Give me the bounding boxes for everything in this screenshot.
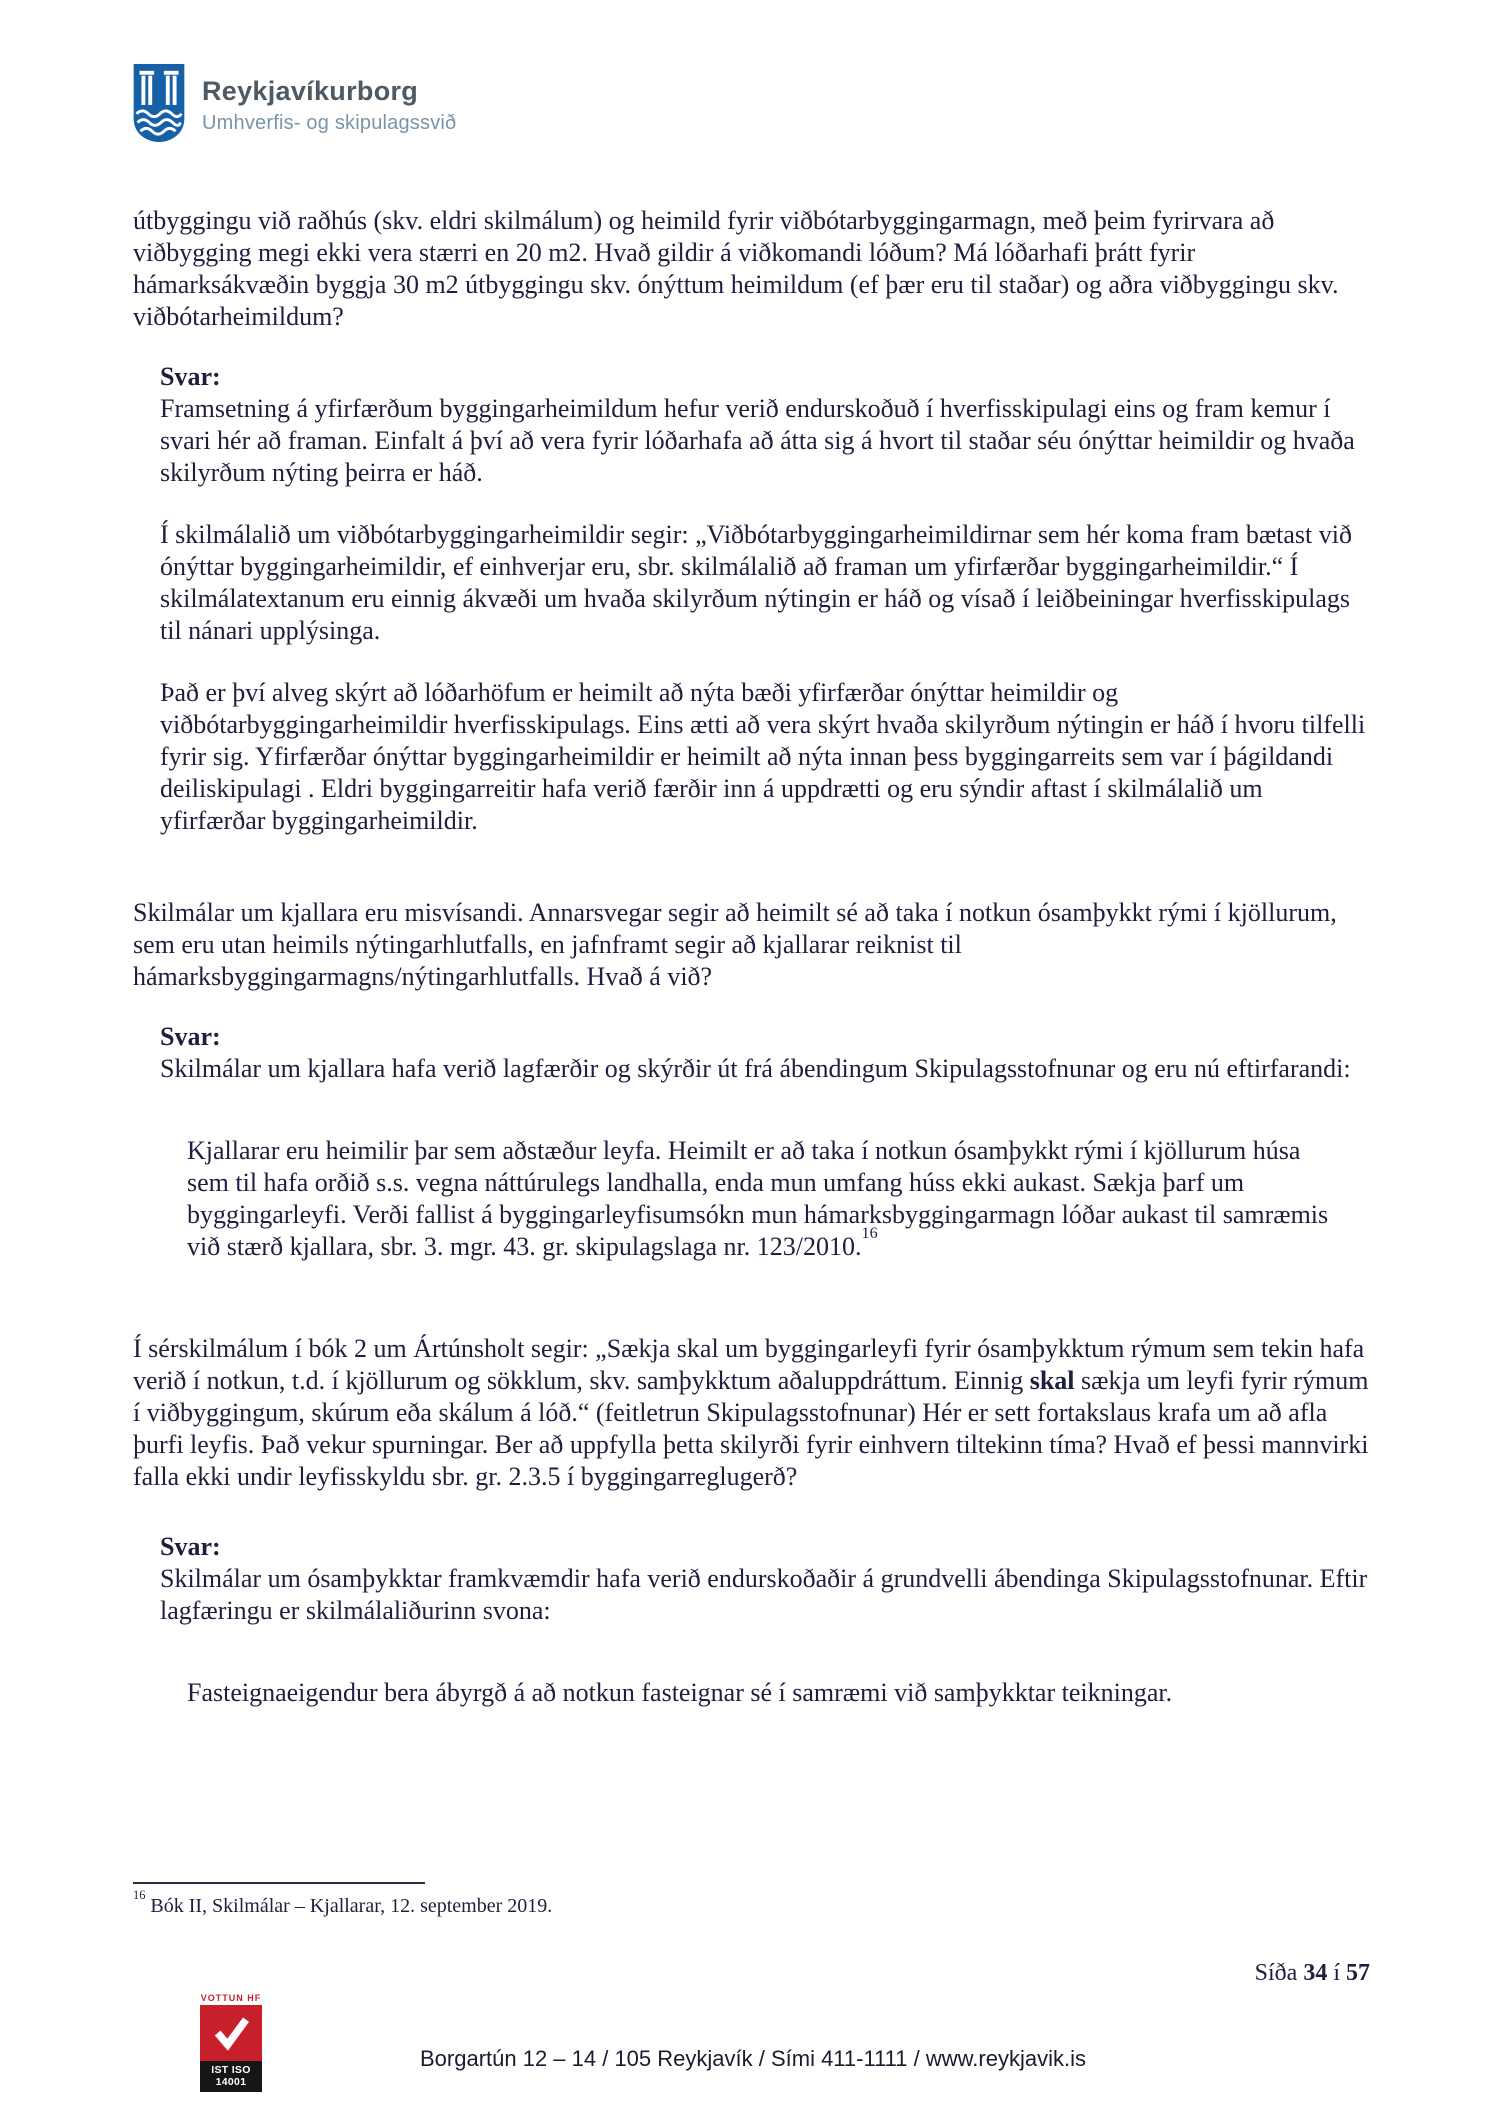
paragraph-label	[160, 1531, 1373, 1563]
text-run: útbyggingu við raðhús (skv. eldri skilmálum) og heimild fyrir viðbótarbyggingarmagn, með þeim fyrirvara að viðbygging megi ekki vera stærri en 20 m2. Hvað gildir á viðkomandi lóðum? Má lóðarhafi þrátt fyrir hámarksákvæðin byggja 30 m2 útbyggingu skv. ónýttum heimildum (ef þær eru til staðar) og aðra viðbyggingu skv. viðbótarheimildum?	[133, 206, 1339, 331]
department-name: Umhverfis- og skipulagssvið	[202, 112, 457, 134]
text-run: Svar:	[160, 1022, 221, 1051]
paragraph-answer	[160, 1563, 1373, 1627]
paragraph-answer	[160, 677, 1373, 837]
footnote-area	[133, 1882, 1373, 1919]
text-run: Svar:	[160, 1532, 221, 1561]
footnote-separator	[133, 1882, 425, 1884]
text-run: Fasteignaeigendur bera ábyrgð á að notkun fasteignar sé í samræmi við samþykktar teikningar.	[187, 1678, 1173, 1707]
paragraph-quote	[187, 1135, 1333, 1263]
letterhead	[133, 64, 456, 142]
footnote-marker: 16	[133, 1887, 146, 1902]
reykjavik-coat-of-arms-icon	[133, 64, 185, 142]
footnote-text: Bók II, Skilmálar – Kjallarar, 12. september 2019.	[145, 1895, 553, 1917]
document-body	[133, 205, 1373, 1709]
certification-top-label: VOTTUN HF	[200, 1993, 262, 2003]
text-run: Svar:	[160, 362, 221, 391]
text-run: Kjallarar eru heimilir þar sem aðstæður leyfa. Heimilt er að taka í notkun ósamþykkt rými í kjöllurum húsa sem til hafa orðið s.s. vegna náttúrulegs landhalla, enda mun umfang húss ekki aukast. Sækja þarf um byggingarleyfi. Verði fallist á byggingarleyfisumsókn mun hámarksbyggingarmagn lóðar aukast til samræmis við stærð kjallara, sbr. 3. mgr. 43. gr. skipulagslaga nr. 123/2010.	[187, 1136, 1329, 1261]
paragraph-question	[133, 897, 1373, 993]
text-run: skal	[1029, 1366, 1075, 1395]
paragraph-question	[133, 205, 1373, 333]
paragraph-label	[160, 361, 1373, 393]
text-run: Framsetning á yfirfærðum byggingarheimildum hefur verið endurskoðuð í hverfisskipulagi eins og fram kemur í svari hér að framan. Einfalt á því að vera fyrir lóðarhafa að átta sig á hvort til staðar séu ónýttar heimildir og hvaða skilyrðum nýting þeirra er háð.	[160, 394, 1355, 487]
text-run: Skilmálar um kjallara hafa verið lagfærðir og skýrðir út frá ábendingum Skipulagsstofnunar og eru nú eftirfarandi:	[160, 1054, 1351, 1083]
text-run: Það er því alveg skýrt að lóðarhöfum er heimilt að nýta bæði yfirfærðar ónýttar heimildir og viðbótarbyggingarheimildir hverfisskipulags. Eins ætti að vera skýrt hvaða skilyrðum nýtingin er háð í hvoru tilfelli fyrir sig. Yfirfærðar ónýttar byggingarheimildir er heimilt að nýta innan þess byggingarreits sem var í þágildandi deiliskipulagi . Eldri byggingarreitir hafa verið færðir inn á uppdrætti og eru sýndir aftast í skilmálalið um yfirfærðar byggingarheimildir.	[160, 678, 1366, 835]
footer-contact: Borgartún 12 – 14 / 105 Reykjavík / Sími 411-1111 / www.reykjavik.is	[419, 2046, 1086, 2071]
page-indicator-total: 57	[1346, 1960, 1370, 1986]
page-indicator	[1255, 1960, 1370, 1987]
page-indicator-current: 34	[1303, 1960, 1328, 1986]
footnote-reference: 16	[861, 1225, 878, 1243]
text-run: Skilmálar um kjallara eru misvísandi. Annarsvegar segir að heimilt sé að taka í notkun ósamþykkt rými í kjöllurum, sem eru utan heimils nýtingarhlutfalls, en jafnframt segir að kjallarar reiknist til hámarksbyggingarmagns/nýtingarhlutfalls. Hvað á við?	[133, 898, 1337, 991]
organization-name: Reykjavíkurborg	[202, 76, 419, 106]
page-indicator-conjunction: í	[1333, 1960, 1340, 1986]
certification-logo	[197, 1993, 265, 2092]
text-run: Í skilmálalið um viðbótarbyggingarheimildir segir: „Viðbótarbyggingarheimildirnar sem hér koma fram bætast við ónýttar byggingarheimildir, ef einhverjar eru, sbr. skilmálalið að framan um yfirfærðar byggingarheimildir.“ Í skilmálatextanum eru einnig ákvæði um hvaða skilyrðum nýtingin er háð og vísað í leiðbeiningar hverfisskipulags til nánari upplýsinga.	[160, 520, 1353, 645]
text-run: sækja um leyfi fyrir rýmum í viðbyggingum, skúrum eða skálum á lóð.“ (feitletrun Skipulagsstofnunar) Hér er sett fortakslaus krafa um að afla þurfi leyfis. Það vekur spurningar. Ber að uppfylla þetta skilyrði fyrir einhvern tiltekinn tíma? Hvað ef þessi mannvirki falla ekki undir leyfisskyldu sbr. gr. 2.3.5 í byggingarreglugerð?	[133, 1366, 1369, 1491]
text-run: Skilmálar um ósamþykktar framkvæmdir hafa verið endurskoðaðir á grundvelli ábendinga Skipulagsstofnunar. Eftir lagfæringu er skilmálaliðurinn svona:	[160, 1564, 1368, 1625]
paragraph-quote	[187, 1677, 1333, 1709]
paragraph-label	[160, 1021, 1373, 1053]
organization-block	[202, 64, 456, 135]
paragraph-question	[133, 1333, 1373, 1493]
paragraph-answer	[160, 393, 1373, 489]
paragraph-answer	[160, 1053, 1373, 1085]
footnote	[133, 1887, 1373, 1919]
paragraph-answer	[160, 519, 1373, 647]
text-run: Í sérskilmálum í bók 2 um Ártúnsholt segir: „Sækja skal um byggingarleyfi fyrir ósamþykktum rýmum sem tekin hafa verið í notkun, t.d. í kjöllurum og sökklum, skv. samþykktum aðaluppdráttum. Einnig	[133, 1334, 1365, 1395]
certification-bottom-label: IST ISO 14001	[200, 2061, 262, 2092]
page-indicator-label: Síða	[1254, 1960, 1298, 1986]
